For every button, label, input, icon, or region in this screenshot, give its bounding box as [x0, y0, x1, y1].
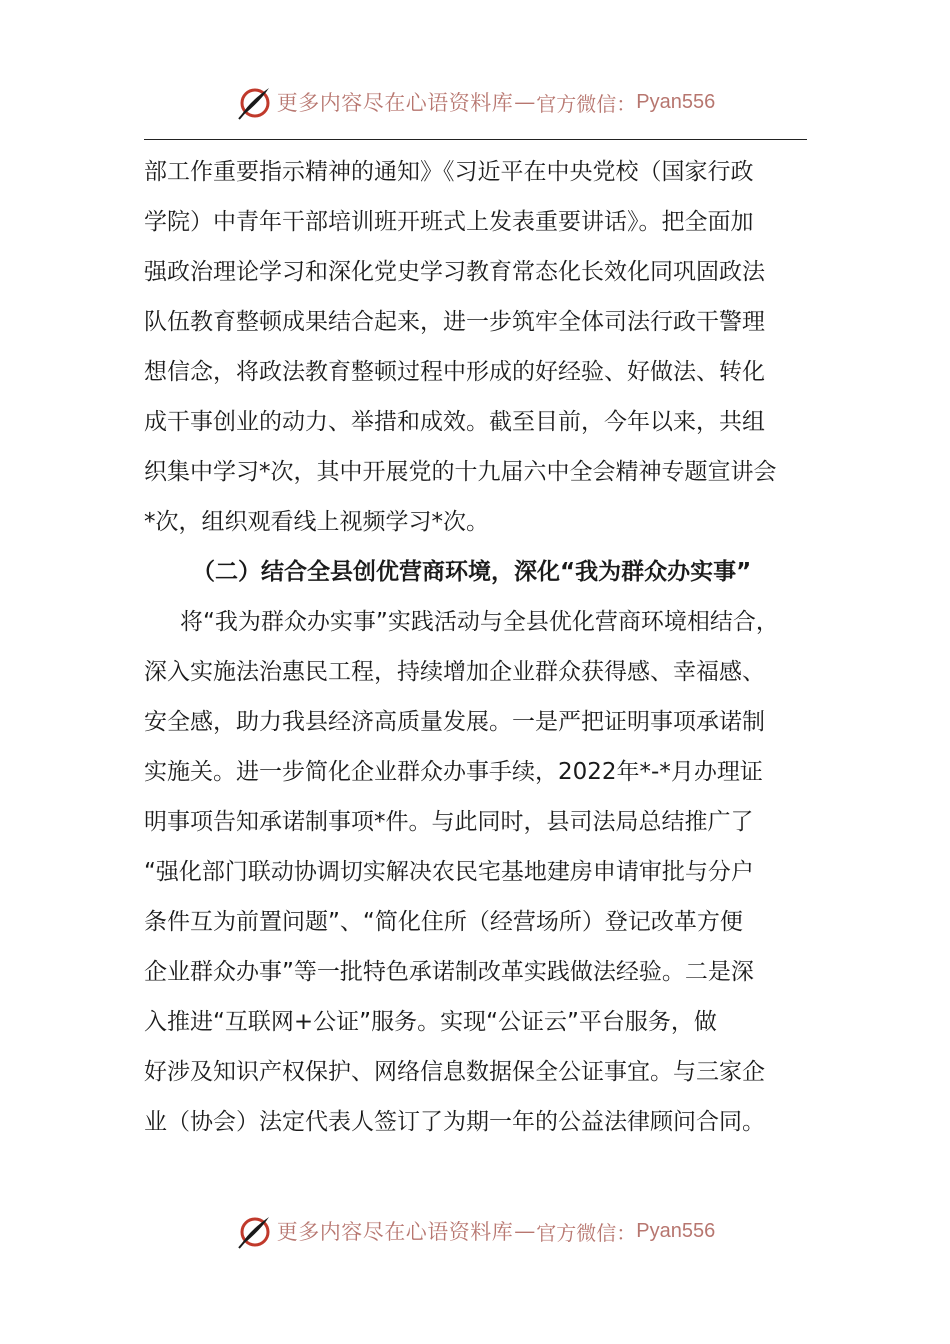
footer-separator: — — [514, 1219, 536, 1243]
footer-wechat-label: 官方微信： — [536, 1220, 637, 1245]
body-line: 好涉及知识产权保护、网络信息数据保全公证事宜。与三家企 — [144, 1059, 765, 1085]
body-line: “强化部门联动协调切实解决农民宅基地建房申请审批与分户 — [144, 859, 754, 885]
body-line: 学院）中青年干部培训班开班式上发表重要讲话》。把全面加 — [144, 209, 754, 235]
body-line: 企业群众办事”等一批特色承诺制改革实践做法经验。二是深 — [144, 959, 754, 985]
body-line: 想信念，将政法教育整顿过程中形成的好经验、好做法、转化 — [144, 359, 765, 385]
header-divider — [144, 139, 807, 140]
body-line: 条件互为前置问题”、“简化住所（经营场所）登记改革方便 — [144, 909, 743, 935]
body-line: 明事项告知承诺制事项*件。与此同时，县司法局总结推广了 — [144, 809, 754, 835]
footer-wechat-id: Pyan556 — [636, 1219, 716, 1242]
body-line: 实施关。进一步简化企业群众办事手续，2022年*-*月办理证 — [144, 759, 763, 785]
body-line: 强政治理论学习和深化党史学习教育常态化长效化同巩固政法 — [144, 259, 765, 285]
body-line: 安全感，助力我县经济高质量发展。一是严把证明事项承诺制 — [144, 709, 765, 735]
header-wechat-label: 官方微信： — [536, 91, 637, 116]
body-line: 队伍教育整顿成果结合起来，进一步筑牢全体司法行政干警理 — [144, 309, 765, 335]
body-line: 织集中学习*次，其中开展党的十九届六中全会精神专题宣讲会 — [144, 459, 777, 485]
footer-site-text: 更多内容尽在心语资料库 — [276, 1220, 514, 1244]
body-line: 深入实施法治惠民工程，持续增加企业群众获得感、幸福感、 — [144, 659, 765, 685]
body-line: *次，组织观看线上视频学习*次。 — [144, 509, 489, 535]
header-site-text: 更多内容尽在心语资料库 — [276, 91, 514, 115]
header-wechat-id: Pyan556 — [636, 90, 716, 113]
document-body — [144, 147, 814, 1147]
section-heading: （二）结合全县创优营商环境，深化“我为群众办实事” — [192, 559, 752, 585]
body-line: 将“我为群众办实事”实践活动与全县优化营商环境相结合， — [180, 609, 779, 635]
quill-pen-logo-icon — [235, 1211, 275, 1251]
footer-banner — [0, 1207, 950, 1255]
body-line: 业（协会）法定代表人签订了为期一年的公益法律顾问合同。 — [144, 1109, 765, 1135]
header-separator: — — [514, 90, 536, 114]
body-line: 部工作重要指示精神的通知》《习近平在中央党校（国家行政 — [144, 159, 754, 185]
body-line: 成干事创业的动力、举措和成效。截至目前，今年以来，共组 — [144, 409, 765, 435]
quill-pen-logo-icon — [235, 82, 275, 122]
header-banner — [0, 78, 950, 126]
body-line: 入推进“互联网+公证”服务。实现“公证云”平台服务，做 — [144, 1009, 717, 1035]
